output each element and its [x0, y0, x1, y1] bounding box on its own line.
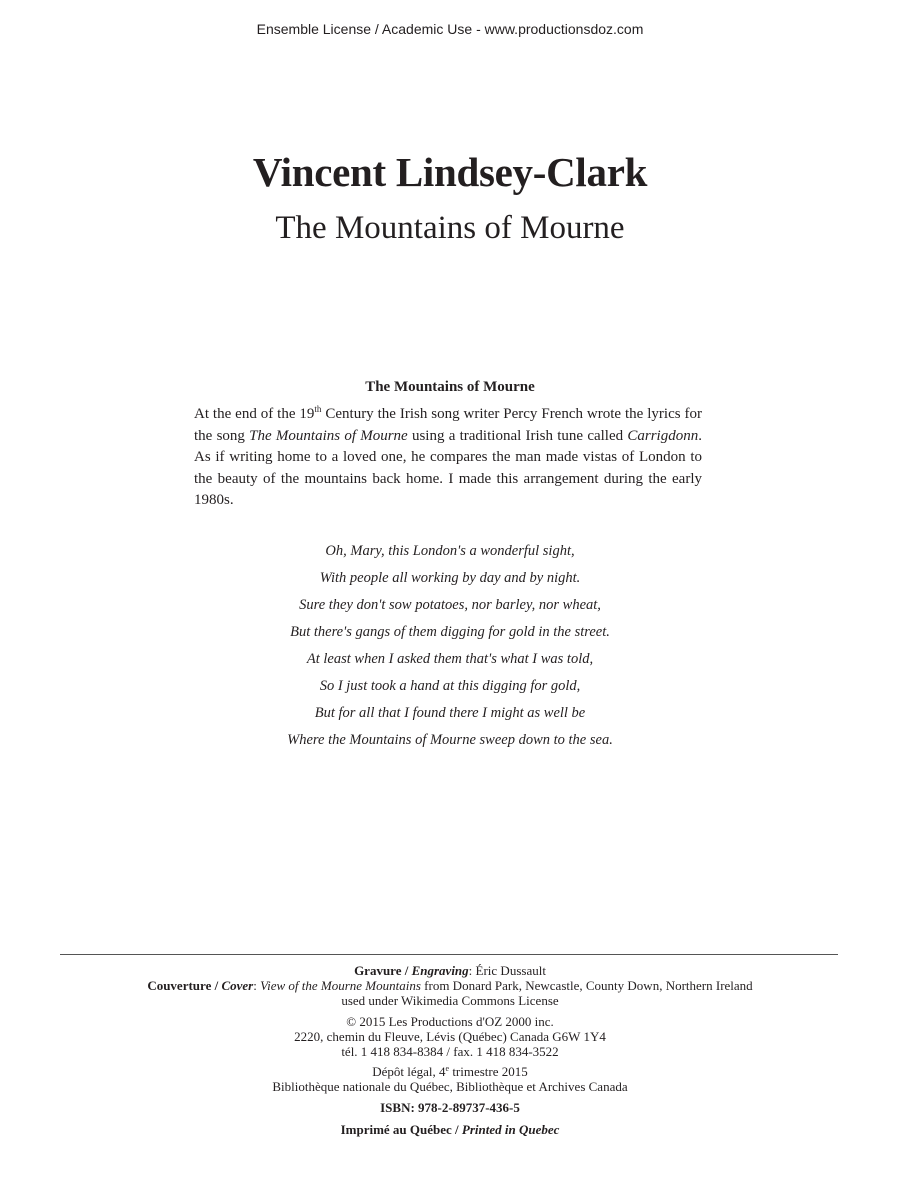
publisher-address: 2220, chemin du Fleuve, Lévis (Québec) Canada G6W 1Y4 — [294, 1028, 606, 1044]
cover-label-fr: Couverture / — [147, 978, 222, 994]
lyric-line: So I just took a hand at this digging for gold, — [319, 678, 581, 694]
lyric-line: With people all working by day and by night. — [319, 570, 581, 586]
libraries: Bibliothèque nationale du Québec, Bibliothèque et Archives Canada — [272, 1079, 628, 1095]
license-header: Ensemble License / Academic Use - www.productionsdoz.com — [256, 21, 644, 37]
publisher-phone: tél. 1 418 834-8384 / fax. 1 418 834-3522 — [341, 1044, 559, 1060]
cover-location: from Donard Park, Newcastle, County Down, Northern Ireland — [420, 978, 753, 994]
footer-divider — [60, 954, 838, 955]
lyric-line: But for all that I found there I might as well be — [314, 705, 586, 721]
engraving-label-fr: Gravure / — [354, 963, 412, 978]
legal-deposit-text: Dépôt légal, 4 — [372, 1064, 446, 1080]
lyric-line: But there's gangs of them digging for gold in the street. — [290, 624, 610, 640]
isbn: ISBN: 978-2-89737-436-5 — [380, 1099, 520, 1115]
notes-text: Century the Irish song writer Percy French wrote the lyrics for the song — [194, 406, 702, 444]
lyric-line: Sure they don't sow potatoes, nor barley, nor wheat, — [299, 597, 601, 613]
cover-credit — [0, 978, 900, 993]
printed-in — [0, 1122, 900, 1137]
cover-label-en: Cover — [221, 978, 254, 994]
composer-name: Vincent Lindsey-Clark — [252, 149, 648, 195]
engraving-credit — [0, 963, 900, 978]
notes-superscript: th — [314, 404, 322, 414]
legal-deposit-text: trimestre 2015 — [449, 1064, 528, 1080]
lyric-line: Oh, Mary, this London's a wonderful sight, — [325, 543, 575, 559]
cover-license: used under Wikimedia Commons License — [341, 993, 559, 1009]
copyright: © 2015 Les Productions d'OZ 2000 inc. — [346, 1013, 554, 1029]
piece-title: The Mountains of Mourne — [275, 210, 625, 246]
notes-text: At the end of the 19 — [194, 406, 315, 422]
printed-label-en: Printed in Quebec — [461, 1121, 560, 1137]
notes-heading: The Mountains of Mourne — [365, 379, 535, 395]
legal-deposit — [0, 1064, 900, 1079]
program-notes — [194, 404, 702, 512]
legal-deposit-sup: e — [445, 1064, 450, 1074]
notes-text: . As if writing home to a loved one, he compares the man made vistas of London to the beauty of the mountains back home. I made this arrangement during the early 1980s. — [194, 427, 702, 508]
printed-label-fr: Imprimé au Québec / — [340, 1121, 462, 1137]
cover-image-title: View of the Mourne Mountains — [260, 978, 421, 994]
notes-text: using a traditional Irish tune called — [407, 427, 628, 444]
engraving-label-en: Engraving — [411, 963, 469, 978]
notes-tune-name: Carrigdonn — [627, 427, 699, 444]
engraver-name: : Éric Dussault — [468, 963, 546, 978]
cover-separator: : — [253, 978, 261, 994]
lyric-line: Where the Mountains of Mourne sweep down to the sea. — [287, 732, 613, 748]
lyric-line: At least when I asked them that's what I was told, — [306, 651, 594, 667]
credits-block — [0, 963, 900, 1137]
notes-song-title: The Mountains of Mourne — [249, 427, 408, 444]
lyrics-verse — [0, 541, 900, 757]
